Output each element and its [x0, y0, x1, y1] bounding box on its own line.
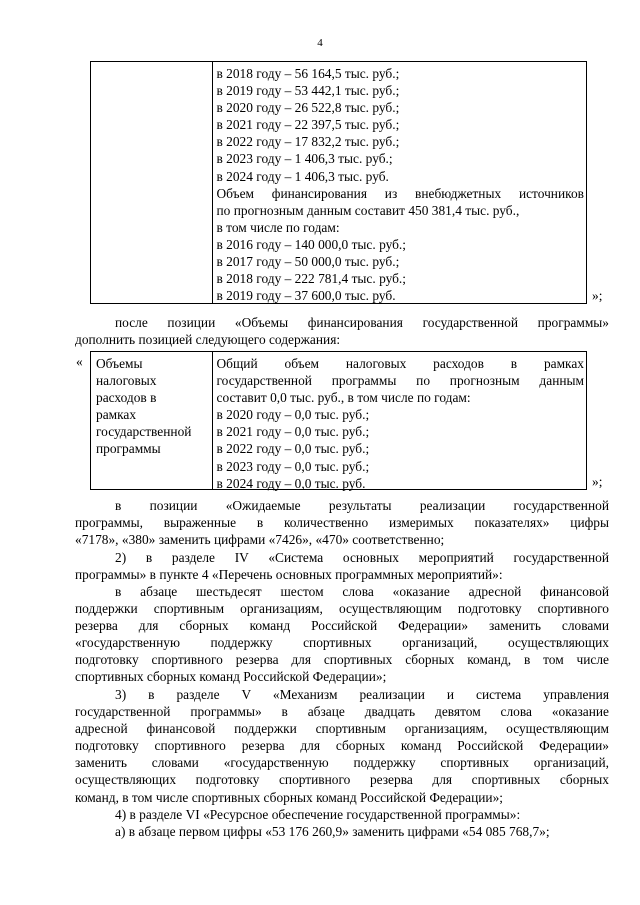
- para-line: дополнить позицией следующего содержания:: [75, 332, 341, 348]
- para-line: 2) в разделе IV «Система основных мероприятий государственной: [115, 550, 609, 565]
- paragraph-sixty-sixth: [75, 583, 609, 686]
- table-line: в 2021 году – 0,0 тыс. руб.;: [216, 424, 370, 440]
- table-line: в 2016 году – 140 000,0 тыс. руб.;: [216, 236, 406, 252]
- table-line: в 2024 году – 0,0 тыс. руб.: [216, 475, 366, 491]
- table-right-cell: [213, 352, 586, 489]
- para-line: подготовку спортивного резерва для спортивных сборных команд, в том числе: [75, 652, 609, 668]
- paragraph-section-vi: [75, 806, 609, 823]
- table-line: в 2020 году – 26 522,8 тыс. руб.;: [216, 100, 400, 116]
- table-line: программы: [96, 441, 161, 457]
- table-line: в 2022 году – 17 832,2 тыс. руб.;: [216, 134, 400, 150]
- para-line: поддержки спортивным организациям, осуществляющим подготовку спортивного: [75, 601, 609, 617]
- paragraph-section-v: [75, 686, 609, 806]
- table-line: в 2022 году – 0,0 тыс. руб.;: [216, 441, 370, 457]
- paragraph-first-abzac: [75, 823, 609, 840]
- para-line: подготовку спортивного резерва для сборных команд Российской Федерации»: [75, 738, 609, 754]
- para-line: 4) в разделе VI «Ресурсное обеспечение государственной программы»:: [115, 807, 521, 822]
- table-line: в 2024 году – 1 406,3 тыс. руб.: [216, 168, 389, 184]
- table-left-cell: [91, 352, 213, 489]
- table-line: в 2023 году – 0,0 тыс. руб.;: [216, 458, 370, 474]
- table2-close-quote: »;: [592, 474, 603, 489]
- table-line: государственной программы по прогнозным данным: [216, 373, 584, 389]
- table2-open-quote: «: [76, 354, 83, 369]
- table-line: в 2019 году – 53 442,1 тыс. руб.;: [216, 83, 400, 99]
- table-line: Объем финансирования из внебюджетных источников: [216, 185, 584, 201]
- financing-table-continued: [90, 61, 587, 304]
- paragraph-section-iv: [75, 549, 609, 583]
- tax-expenditure-table: [90, 351, 587, 490]
- table-line: расходов в: [96, 390, 157, 406]
- table1-close-quote: »;: [592, 288, 603, 303]
- table-line: в 2019 году – 37 600,0 тыс. руб.: [216, 288, 396, 304]
- table-line: Объемы: [96, 356, 143, 371]
- table-line: в том числе по годам:: [216, 219, 340, 235]
- table-line: в 2021 году – 22 397,5 тыс. руб.;: [216, 117, 400, 133]
- paragraph-expected-results: [75, 497, 609, 548]
- table-right-cell: [213, 62, 587, 303]
- para-line: а) в абзаце первом цифры «53 176 260,9» заменить цифрами «54 085 768,7»;: [115, 824, 550, 839]
- table-line: в 2023 году – 1 406,3 тыс. руб.;: [216, 151, 393, 167]
- para-line: резерва для сборных команд Российской Федерации» заменить словами: [75, 618, 609, 634]
- para-line: адресной финансовой поддержки спортивным организациям, осуществляющим: [75, 721, 609, 737]
- para-after-position: [75, 314, 609, 348]
- table-line: по прогнозным данным составит 450 381,4 тыс. руб.,: [216, 202, 520, 218]
- para-line: в абзаце шестьдесят шестом слова «оказание адресной финансовой: [115, 584, 609, 599]
- para-line: «государственную поддержку спортивных организаций, осуществляющих: [75, 635, 609, 651]
- para-line: государственной программы» в абзаце двадцать девятом слова «оказание: [75, 704, 609, 720]
- table-line: налоговых: [96, 373, 157, 389]
- table-line: в 2018 году – 222 781,4 тыс. руб.;: [216, 271, 406, 287]
- para-line: после позиции «Объемы финансирования государственной программы»: [115, 315, 609, 330]
- para-line: осуществляющих подготовку спортивного резерва для спортивных сборных: [75, 772, 609, 788]
- table-line: составит 0,0 тыс. руб., в том числе по годам:: [216, 390, 471, 406]
- para-line: программы, выраженные в количественно измеримых показателях» цифры: [75, 515, 609, 531]
- table-line: государственной: [96, 424, 192, 440]
- table-left-cell: [91, 62, 213, 303]
- table-line: в 2020 году – 0,0 тыс. руб.;: [216, 407, 370, 423]
- table-line: в 2017 году – 50 000,0 тыс. руб.;: [216, 254, 400, 270]
- table-line: Общий объем налоговых расходов в рамках: [216, 356, 584, 371]
- para-line: «7178», «380» заменить цифрами «7426», «470» соответственно;: [75, 532, 445, 548]
- para-line: в позиции «Ожидаемые результаты реализации государственной: [115, 498, 609, 513]
- table-line: рамках: [96, 407, 137, 423]
- page-number: 4: [317, 37, 323, 49]
- para-line: команд, в том числе спортивных сборных команд Российской Федерации»;: [75, 789, 503, 805]
- para-line: программы» в пункте 4 «Перечень основных программных мероприятий»:: [75, 567, 503, 583]
- para-line: 3) в разделе V «Механизм реализации и система управления: [115, 687, 609, 702]
- para-line: заменить словами «государственную поддержку спортивных организаций,: [75, 755, 609, 771]
- para-line: спортивных сборных команд Российской Федерации»;: [75, 669, 387, 685]
- table-line: в 2018 году – 56 164,5 тыс. руб.;: [216, 66, 400, 81]
